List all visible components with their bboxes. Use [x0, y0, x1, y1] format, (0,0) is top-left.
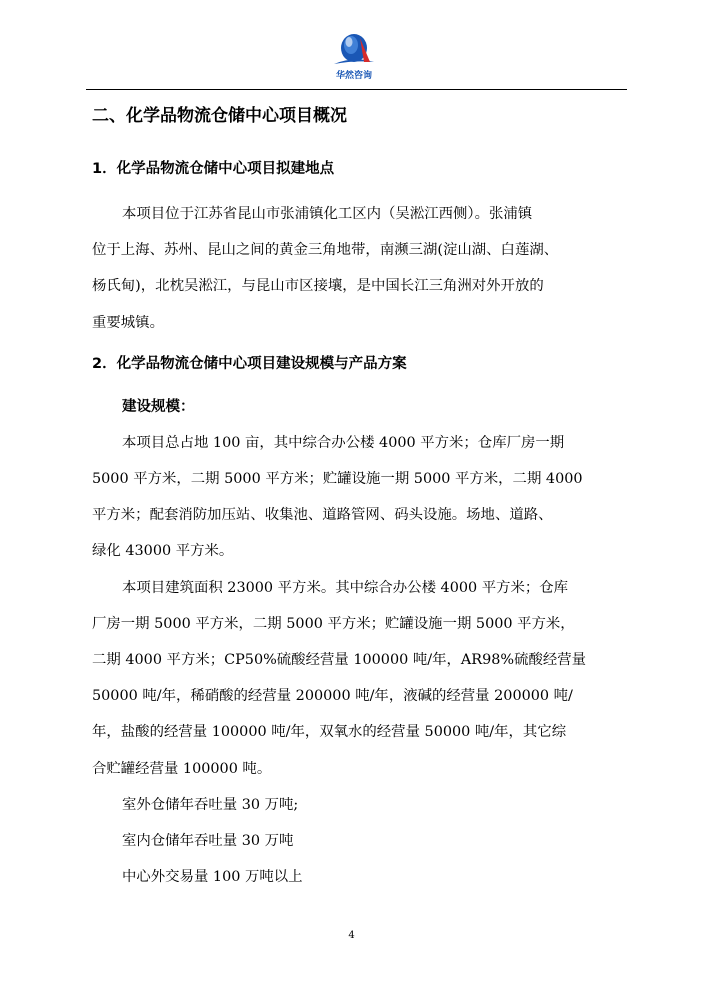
- paragraph-line: 5000 平方米，二期 5000 平方米；贮罐设施一期 5000 平方米，二期 4000: [92, 471, 583, 488]
- paragraph-line: 年，盐酸的经营量 100000 吨/年，双氧水的经营量 50000 吨/年，其它综: [92, 724, 567, 741]
- subsection-2-title: 2．化学品物流仓储中心项目建设规模与产品方案: [92, 355, 407, 372]
- scale-paragraph-1: [92, 425, 622, 570]
- list-item: 室外仓储年吞吐量 30 万吨;: [122, 796, 299, 813]
- page-number: 4: [348, 930, 355, 941]
- paragraph-line: 平方米；配套消防加压站、收集池、道路管网、码头设施。场地、道路、: [92, 507, 553, 524]
- document-body: [92, 101, 622, 895]
- paragraph-line: 本项目建筑面积 23000 平方米。其中综合办公楼 4000 平方米；仓库: [122, 579, 569, 596]
- list-item: 室内仓储年吞吐量 30 万吨: [122, 833, 294, 850]
- section-title: 二、化学品物流仓储中心项目概况: [92, 106, 347, 126]
- paragraph-line: 合贮罐经营量 100000 吨。: [92, 760, 272, 777]
- paragraph-line: 绿化 43000 平方米。: [92, 543, 234, 560]
- scale-label: 建设规模：: [122, 398, 195, 415]
- scale-paragraph-2: [92, 570, 622, 787]
- paragraph-line: 50000 吨/年，稀硝酸的经营量 200000 吨/年，液碱的经营量 200000 吨/: [92, 688, 573, 705]
- logo-text: 华然咨询: [335, 71, 372, 81]
- paragraph-line: 重要城镇。: [92, 314, 164, 331]
- list-item: 中心外交易量 100 万吨以上: [122, 869, 303, 886]
- header-divider: [86, 89, 627, 90]
- location-paragraph: [92, 196, 622, 341]
- page-header: [0, 0, 703, 92]
- paragraph-line: 位于上海、苏州、昆山之间的黄金三角地带，南濒三湖(淀山湖、白莲湖、: [92, 242, 559, 259]
- subsection-1-title: 1．化学品物流仓储中心项目拟建地点: [92, 161, 335, 177]
- paragraph-line: 二期 4000 平方米；CP50%硫酸经营量 100000 吨/年，AR98%硫酸经营量: [92, 652, 587, 669]
- paragraph-line: 杨氏甸)，北枕吴淞江，与昆山市区接壤，是中国长江三角洲对外开放的: [92, 278, 544, 295]
- paragraph-line: 本项目位于江苏省昆山市张浦镇化工区内（吴淞江西侧）。张浦镇: [122, 206, 533, 222]
- paragraph-line: 本项目总占地 100 亩，其中综合办公楼 4000 平方米；仓库厂房一期: [122, 434, 565, 451]
- paragraph-line: 厂房一期 5000 平方米，二期 5000 平方米；贮罐设施一期 5000 平方米，: [92, 615, 575, 632]
